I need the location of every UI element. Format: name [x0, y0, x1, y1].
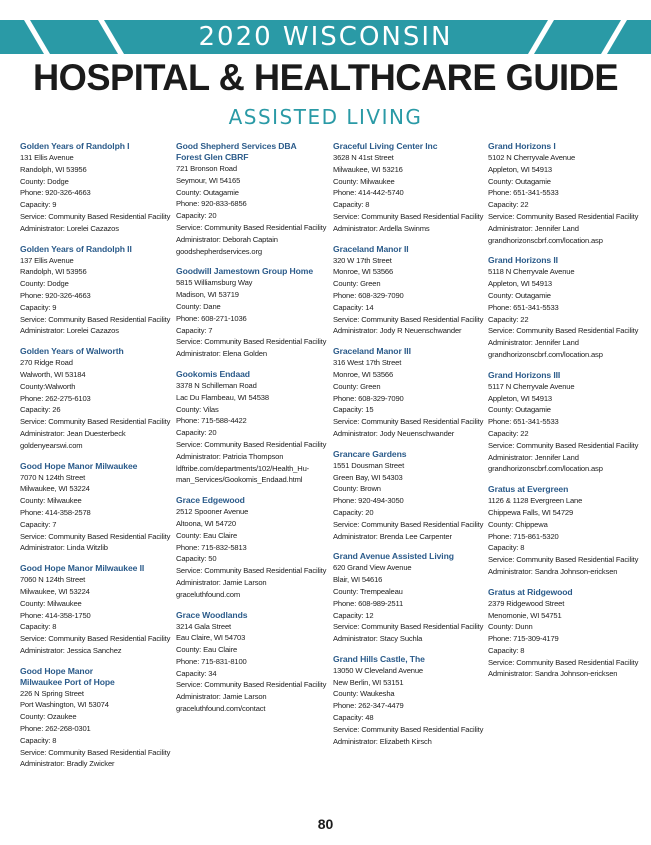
facility-detail-line: grandhorizonscbrf.com/location.asp [488, 349, 603, 359]
facility-detail-line: Phone: 651-341-5533 [488, 188, 559, 198]
facility-detail-line: Capacity: 26 [20, 405, 61, 415]
facility-listing [176, 141, 326, 257]
facility-detail-line: Administrator: Jody R Neuenschwander [333, 326, 462, 336]
facility-detail-line: Administrator: Ardella Swinms [333, 223, 430, 233]
facility-detail-line: Service: Community Based Residential Facility [333, 211, 484, 221]
facility-detail-line: County: Dane [176, 301, 221, 311]
facility-detail-line: Service: Community Based Residential Facility [333, 724, 484, 734]
facility-detail-line: Capacity: 34 [176, 668, 217, 678]
facility-detail-line: Phone: 262-347-4479 [333, 701, 404, 711]
facility-detail-line: 5815 Williamsburg Way [176, 278, 253, 288]
facility-detail-line: New Berlin, WI 53151 [333, 677, 404, 687]
page-number: 80 [317, 816, 334, 832]
facility-name: Golden Years of Randolph I [20, 141, 130, 151]
listing-column [333, 141, 483, 756]
facility-name: Gratus at Ridgewood [488, 586, 573, 597]
facility-detail-line: Capacity: 8 [488, 645, 525, 655]
facility-detail-line: Service: Community Based Residential Facility [488, 211, 639, 221]
facility-detail-line: Capacity: 12 [333, 610, 374, 620]
facility-detail-line: Capacity: 8 [20, 735, 57, 745]
facility-detail-line: Administrator: Jean Duesterbeck [20, 428, 126, 438]
facility-listing [333, 654, 483, 748]
facility-detail-line: Phone: 715-309-4179 [488, 634, 559, 644]
facility-detail-line: County: Eau Claire [176, 645, 238, 655]
facility-detail-line: Administrator: Lorelei Cazazos [20, 326, 119, 336]
facility-listing [488, 484, 638, 578]
facility-name: Golden Years of Randolph II [20, 243, 132, 254]
facility-detail-line: Capacity: 9 [20, 302, 57, 312]
facility-detail-line: Altoona, WI 54720 [176, 518, 236, 528]
facility-detail-line: Capacity: 14 [333, 302, 374, 312]
facility-detail-line: 5117 N Cherryvale Avenue [488, 381, 575, 391]
facility-detail-line: Administrator: Jamie Larson [176, 577, 267, 587]
facility-detail-line: Phone: 715-831-8100 [176, 656, 247, 666]
facility-name: Grand Horizons I [488, 141, 556, 151]
facility-detail-line: Menomonie, WI 54751 [488, 610, 562, 620]
facility-detail-line: Milwaukee, WI 53224 [20, 586, 90, 596]
facility-detail-line: Service: Community Based Residential Facility [20, 314, 171, 324]
facility-detail-line: Administrator: Patricia Thompson [176, 451, 284, 461]
facility-detail-line: Phone: 920-326-4663 [20, 290, 91, 300]
facility-detail-line: Capacity: 22 [488, 314, 529, 324]
facility-detail-line: Service: Community Based Residential Facility [488, 657, 639, 667]
facility-listing [176, 610, 326, 715]
facility-name: Grand Horizons III [488, 369, 561, 380]
facility-detail-line: Phone: 262-268-0301 [20, 724, 91, 734]
facility-detail-line: County: Outagamie [176, 187, 239, 197]
facility-detail-line: 226 N Spring Street [20, 688, 84, 698]
facility-detail-line: Walworth, WI 53184 [20, 369, 86, 379]
facility-detail-line: 7070 N 124th Street [20, 472, 86, 482]
facility-detail-line: Administrator: Brenda Lee Carpenter [333, 531, 452, 541]
facility-name: Milwaukee Port of Hope [20, 676, 115, 687]
facility-detail-line: Phone: 651-341-5533 [488, 302, 559, 312]
listing-column [20, 141, 170, 779]
facility-listing [488, 370, 638, 475]
facility-detail-line: County: Outagamie [488, 405, 551, 415]
facility-detail-line: 131 Ellis Avenue [20, 153, 74, 162]
facility-detail-line: 3628 N 41st Street [333, 153, 394, 162]
facility-detail-line: Capacity: 22 [488, 200, 529, 210]
facility-name: Graceland Manor II [333, 243, 409, 254]
facility-detail-line: Capacity: 15 [333, 405, 374, 415]
facility-detail-line: County: Milwaukee [333, 176, 395, 186]
banner-title: 2020 WISCONSIN [198, 22, 453, 52]
facility-detail-line: Service: Community Based Residential Facility [488, 326, 639, 336]
facility-detail-line: 1551 Dousman Street [333, 460, 405, 470]
facility-listing [488, 141, 638, 246]
facility-detail-line: County: Eau Claire [176, 530, 238, 540]
facility-detail-line: County: Green [333, 381, 381, 391]
facility-detail-line: County: Waukesha [333, 689, 395, 699]
facility-detail-line: County: Chippewa [488, 519, 548, 529]
facility-detail-line: Green Bay, WI 54303 [333, 472, 403, 482]
facility-detail-line: Service: Community Based Residential Facility [333, 622, 484, 632]
facility-detail-line: County: Ozaukee [20, 712, 77, 722]
facility-detail-line: County: Green [333, 279, 381, 289]
facility-detail-line: Phone: 715-832-5813 [176, 542, 247, 552]
facility-detail-line: 270 Ridge Road [20, 358, 73, 368]
facility-detail-line: Administrator: Stacy Suchla [333, 634, 423, 644]
facility-detail-line: Service: Community Based Residential Facility [20, 634, 171, 644]
facility-detail-line: Randolph, WI 53956 [20, 267, 87, 277]
facility-detail-line: County: Milwaukee [20, 598, 82, 608]
facility-detail-line: Lac Du Flambeau, WI 54538 [176, 392, 269, 402]
facility-detail-line: Phone: 414-358-2578 [20, 507, 91, 517]
facility-detail-line: Phone: 651-341-5533 [488, 417, 559, 427]
section-subtitle: ASSISTED LIVING [228, 105, 423, 129]
facility-name: Grand Hills Castle, The [333, 653, 425, 664]
facility-detail-line: Phone: 262-275-6103 [20, 393, 91, 403]
facility-detail-line: Appleton, WI 54913 [488, 164, 553, 174]
facility-detail-line: County: Milwaukee [20, 496, 82, 506]
facility-detail-line: Service: Community Based Residential Facility [333, 519, 484, 529]
facility-detail-line: man_Services/Gookomis_Endaad.html [176, 475, 303, 485]
facility-detail-line: Administrator: Jennifer Land [488, 452, 579, 462]
facility-listing [20, 666, 170, 771]
facility-detail-line: Capacity: 20 [333, 507, 374, 517]
facility-detail-line: Capacity: 20 [176, 211, 217, 221]
facility-listing [20, 141, 170, 235]
facility-detail-line: Administrator: Jennifer Land [488, 338, 579, 348]
facility-detail-line: Capacity: 20 [176, 428, 217, 438]
facility-listing [176, 495, 326, 600]
facility-detail-line: Appleton, WI 54913 [488, 393, 553, 403]
facility-detail-line: County: Outagamie [488, 176, 551, 186]
facility-detail-line: 721 Bronson Road [176, 164, 237, 173]
facility-detail-line: Phone: 414-442-5740 [333, 188, 404, 198]
facility-name: Graceful Living Center Inc [333, 141, 438, 151]
facility-detail-line: 320 W 17th Street [333, 255, 392, 265]
facility-detail-line: Phone: 608-329-7090 [333, 290, 404, 300]
facility-listing [333, 346, 483, 440]
facility-detail-line: Capacity: 7 [20, 519, 57, 529]
facility-listing [333, 141, 483, 235]
facility-detail-line: Service: Community Based Residential Facility [176, 337, 327, 347]
facility-detail-line: Administrator: Sandra Johnson-ericksen [488, 566, 618, 576]
facility-detail-line: 2512 Spooner Avenue [176, 507, 249, 517]
listing-column [488, 141, 638, 689]
facility-detail-line: goodshepherdservices.org [176, 246, 262, 256]
facility-detail-line: Capacity: 8 [488, 543, 525, 553]
facility-detail-line: 5102 N Cherryvale Avenue [488, 153, 576, 162]
facility-name: Grand Horizons II [488, 255, 558, 266]
facility-listing [176, 369, 326, 486]
facility-detail-line: Administrator: Linda Witzlib [20, 543, 108, 553]
facility-detail-line: 5118 N Cherryvale Avenue [488, 267, 575, 277]
facility-detail-line: Capacity: 8 [20, 622, 57, 632]
facility-detail-line: grandhorizonscbrf.com/location.asp [488, 235, 603, 245]
facility-name: Grand Avenue Assisted Living [333, 551, 454, 562]
facility-detail-line: Phone: 608-989-2511 [333, 598, 404, 608]
facility-detail-line: 13050 W Cleveland Avenue [333, 665, 423, 675]
facility-detail-line: Milwaukee, WI 53224 [20, 484, 90, 494]
facility-detail-line: Capacity: 50 [176, 554, 217, 564]
facility-detail-line: Administrator: Jody Neuenschwander [333, 428, 455, 438]
facility-detail-line: ldftribe.com/departments/102/Health_Hu- [176, 463, 310, 473]
facility-listing [333, 551, 483, 645]
facility-name: Forest Glen CBRF [176, 152, 249, 162]
facility-detail-line: Administrator: Bradly Zwicker [20, 759, 115, 769]
facility-detail-line: Phone: 715-588-4422 [176, 416, 247, 426]
facility-detail-line: Administrator: Elena Golden [176, 349, 267, 359]
facility-detail-line: Milwaukee, WI 53216 [333, 164, 403, 174]
facility-detail-line: Phone: 920-326-4663 [20, 188, 91, 198]
facility-name: Grace Woodlands [176, 609, 248, 620]
facility-name: Good Hope Manor Milwaukee II [20, 563, 145, 574]
facility-detail-line: goldenyearswi.com [20, 440, 83, 450]
facility-detail-line: Service: Community Based Residential Facility [176, 222, 327, 232]
facility-detail-line: Capacity: 9 [20, 200, 57, 210]
facility-detail-line: Service: Community Based Residential Facility [176, 439, 327, 449]
facility-listing [488, 587, 638, 681]
facility-detail-line: County: Trempealeau [333, 586, 403, 596]
facility-detail-line: Phone: 608-329-7090 [333, 393, 404, 403]
facility-detail-line: County: Dodge [20, 279, 69, 289]
facility-listing [488, 255, 638, 360]
facility-name: Good Hope Manor [20, 665, 93, 676]
facility-name: Goodwill Jamestown Group Home [176, 266, 314, 277]
facility-detail-line: Administrator: Elizabeth Kirsch [333, 736, 432, 746]
facility-detail-line: Service: Community Based Residential Facility [20, 417, 171, 427]
facility-listing [20, 346, 170, 451]
facility-detail-line: Phone: 608-271-1036 [176, 313, 247, 323]
facility-detail-line: Port Washington, WI 53074 [20, 700, 109, 710]
facility-detail-line: 316 West 17th Street [333, 358, 402, 368]
facility-detail-line: grandhorizonscbrf.com/location.asp [488, 464, 603, 474]
facility-detail-line: Randolph, WI 53956 [20, 164, 87, 174]
facility-detail-line: 3214 Gala Street [176, 621, 232, 631]
facility-detail-line: 2379 Ridgewood Street [488, 598, 565, 608]
facility-detail-line: Service: Community Based Residential Facility [176, 680, 327, 690]
facility-detail-line: Monroe, WI 53566 [333, 267, 394, 277]
facility-detail-line: Capacity: 8 [333, 200, 370, 210]
facility-listing [20, 244, 170, 338]
facility-detail-line: graceluthfound.com [176, 589, 240, 599]
facility-listing [333, 244, 483, 338]
facility-detail-line: Chippewa Falls, WI 54729 [488, 507, 574, 517]
facility-detail-line: Madison, WI 53719 [176, 290, 239, 300]
facility-detail-line: Service: Community Based Residential Facility [488, 555, 639, 565]
facility-detail-line: Administrator: Sandra Johnson-ericksen [488, 669, 618, 679]
facility-detail-line: Capacity: 22 [488, 428, 529, 438]
facility-listing [20, 563, 170, 657]
facility-detail-line: 137 Ellis Avenue [20, 255, 74, 265]
header-banner [0, 20, 651, 54]
facility-detail-line: County: Dunn [488, 622, 533, 632]
facility-detail-line: Service: Community Based Residential Facility [488, 440, 639, 450]
facility-detail-line: Service: Community Based Residential Facility [333, 314, 484, 324]
facility-listing [20, 461, 170, 555]
facility-detail-line: Service: Community Based Residential Facility [333, 417, 484, 427]
facility-name: Grancare Gardens [333, 448, 407, 459]
facility-detail-line: 1126 & 1128 Evergreen Lane [488, 496, 583, 506]
facility-name: Golden Years of Walworth [20, 346, 124, 357]
facility-detail-line: County: Vilas [176, 404, 219, 414]
facility-detail-line: 3378 N Schilleman Road [176, 380, 257, 390]
facility-name: Gratus at Evergreen [488, 484, 569, 495]
facility-detail-line: Blair, WI 54616 [333, 575, 383, 585]
facility-detail-line: Phone: 920-494-3050 [333, 496, 404, 506]
facility-detail-line: Capacity: 7 [176, 325, 213, 335]
facility-detail-line: Administrator: Deborah Captain [176, 234, 278, 244]
listing-column [176, 141, 326, 724]
facility-detail-line: Service: Community Based Residential Facility [176, 566, 327, 576]
facility-detail-line: Phone: 920-833-6856 [176, 199, 247, 209]
facility-name: Gookomis Endaad [176, 368, 250, 379]
facility-name: Good Hope Manor Milwaukee [20, 460, 138, 471]
facility-detail-line: Administrator: Lorelei Cazazos [20, 223, 119, 233]
facility-detail-line: Capacity: 48 [333, 713, 374, 723]
facility-detail-line: Service: Community Based Residential Facility [20, 531, 171, 541]
facility-detail-line: 7060 N 124th Street [20, 575, 86, 585]
facility-detail-line: Phone: 414-358-1750 [20, 610, 91, 620]
facility-detail-line: Appleton, WI 54913 [488, 279, 553, 289]
facility-detail-line: Seymour, WI 54165 [176, 175, 241, 185]
facility-detail-line: 620 Grand View Avenue [333, 563, 412, 573]
facility-name: Grace Edgewood [176, 495, 245, 506]
facility-detail-line: County: Brown [333, 484, 381, 494]
facility-detail-line: Eau Claire, WI 54703 [176, 633, 246, 643]
facility-name: Graceland Manor III [333, 346, 411, 357]
facility-detail-line: Service: Community Based Residential Facility [20, 747, 171, 757]
facility-detail-line: Monroe, WI 53566 [333, 369, 394, 379]
facility-listing [333, 449, 483, 543]
facility-detail-line: Administrator: Jessica Sanchez [20, 645, 122, 655]
facility-detail-line: graceluthfound.com/contact [176, 704, 266, 714]
facility-detail-line: County: Dodge [20, 176, 69, 186]
page-title: HOSPITAL & HEALTHCARE GUIDE [32, 57, 619, 98]
facility-detail-line: Phone: 715-861-5320 [488, 531, 559, 541]
facility-listing [176, 266, 326, 360]
facility-name: Good Shepherd Services DBA [176, 141, 297, 151]
facility-detail-line: County: Outagamie [488, 290, 551, 300]
facility-detail-line: County:Walworth [20, 381, 76, 391]
facility-detail-line: Administrator: Jamie Larson [176, 692, 267, 702]
facility-detail-line: Administrator: Jennifer Land [488, 223, 579, 233]
facility-detail-line: Service: Community Based Residential Facility [20, 211, 171, 221]
